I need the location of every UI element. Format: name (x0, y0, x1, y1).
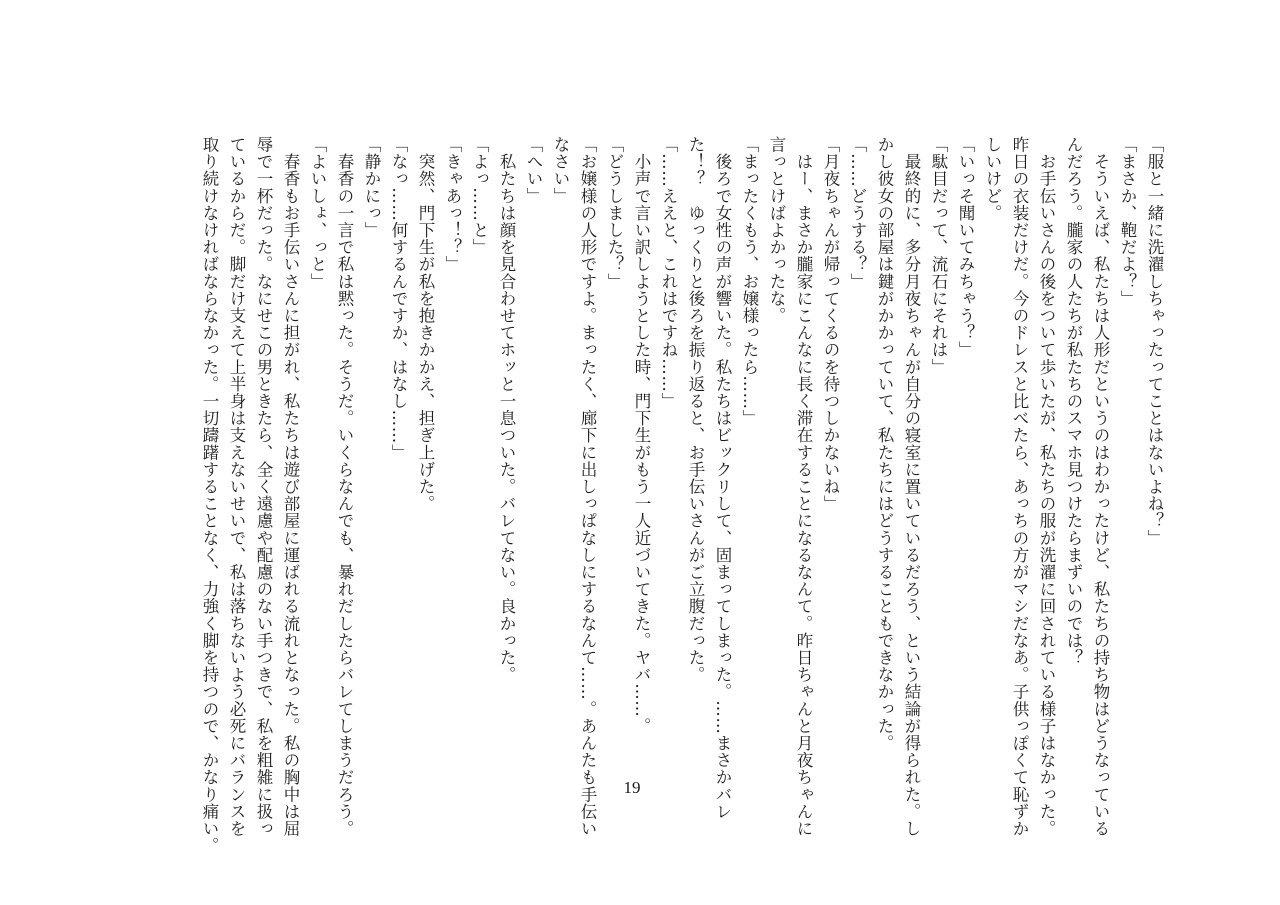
text-line: 「……ええと、これはですね……」 (659, 136, 678, 410)
text-line: 最終的に、多分月夜ちゃんが自分の寝室に置いているだろう、という結論が得られた。し (902, 136, 921, 838)
text-line: 春香の一言で私は黙った。そうだ。いくらなんでも、暴れだしたらバレてしまうだろう。 (335, 136, 354, 838)
text-line: 昨日の衣装だけだ。今のドレスと比べたら、あっちの方がマシだなあ。子供っぽくて恥ずか (1010, 136, 1029, 838)
text-line: 「……どうする？」 (848, 136, 867, 290)
text-line: ているからだ。脚だけ支えて上半身は支えないせいで、私は落ちないよう必死にバランスを (227, 136, 246, 838)
text-line: 「へい」 (524, 136, 543, 205)
text-line: そういえば、私たちは人形だというのはわかったけど、私たちの持ち物はどうなっている (1091, 136, 1110, 838)
text-line: 取り続けなければならなかった。一切躊躇することなく、力強く脚を持つので、かなり痛い。 (200, 136, 219, 855)
text-line: 「まさか、鞄だよ？」 (1118, 136, 1137, 307)
text-line: 「よっ……と」 (470, 136, 489, 256)
text-line: なさい」 (551, 136, 570, 205)
text-line: 「月夜ちゃんが帰ってくるのを待つしかないね」 (821, 136, 840, 513)
text-line: んだろう。朧家の人たちが私たちのスマホ見つけたらまずいのでは？ (1064, 136, 1083, 667)
text-line: 「静かにっ」 (362, 136, 381, 239)
text-line: はー、まさか朧家にこんなに長く滞在することになるなんて。昨日ちゃんと月夜ちゃんに (794, 136, 813, 838)
text-line: 私たちは顔を見合わせてホッと一息ついた。バレてない。良かった。 (497, 136, 516, 684)
text-line: 言っとけばよかったな。 (767, 136, 786, 325)
text-line: 春香もお手伝いさんに担がれ、私たちは遊び部屋に運ばれる流れとなった。私の胸中は屈 (281, 136, 300, 838)
text-line: 「いっそ聞いてみちゃう？」 (956, 136, 975, 359)
text-line: 「服と一緒に洗濯しちゃったってことはないよね？」 (1145, 136, 1164, 547)
page-number: 19 (623, 778, 641, 797)
text-line: 「まったくもう、お嬢様ったら……」 (740, 136, 759, 427)
text-line: しいけど。 (983, 136, 1002, 222)
text-line: た！？ ゆっくりと後ろを振り返ると、お手伝いさんがご立腹だった。 (686, 136, 705, 684)
text-line: 辱で一杯だった。なにせこの男ときたら、全く遠慮や配慮のない手つきで、私を粗雑に扱っ (254, 136, 273, 838)
text-line: 突然、門下生が私を抱きかかえ、担ぎ上げた。 (416, 136, 435, 513)
text-line: お手伝いさんの後をついて歩いたが、私たちの服が洗濯に回されている様子はなかった。 (1037, 136, 1056, 838)
text-line: 「なっ……何するんですか、はなし……」 (389, 136, 408, 461)
text-line: 後ろで女性の声が響いた。私たちはビックリして、固まってしまった。……まさかバレ (713, 136, 732, 820)
text-line: 「きゃあっ！？」 (443, 136, 462, 273)
text-line: 「どうしました？」 (605, 136, 624, 290)
text-line: 「お嬢様の人形ですよ。まったく、廊下に出しっぱなしにするなんて……。あんたも手伝い (578, 136, 597, 838)
text-line: かし彼女の部屋は鍵がかかっていて、私たちにはどうすることもできなかった。 (875, 136, 894, 752)
text-line: 「駄目だって、流石にそれは」 (929, 136, 948, 376)
text-line: 「よいしょ、っと」 (308, 136, 327, 290)
text-line: 小声で言い訳しようとした時、門下生がもう一人近づいてきた。ヤバ……。 (632, 136, 651, 735)
